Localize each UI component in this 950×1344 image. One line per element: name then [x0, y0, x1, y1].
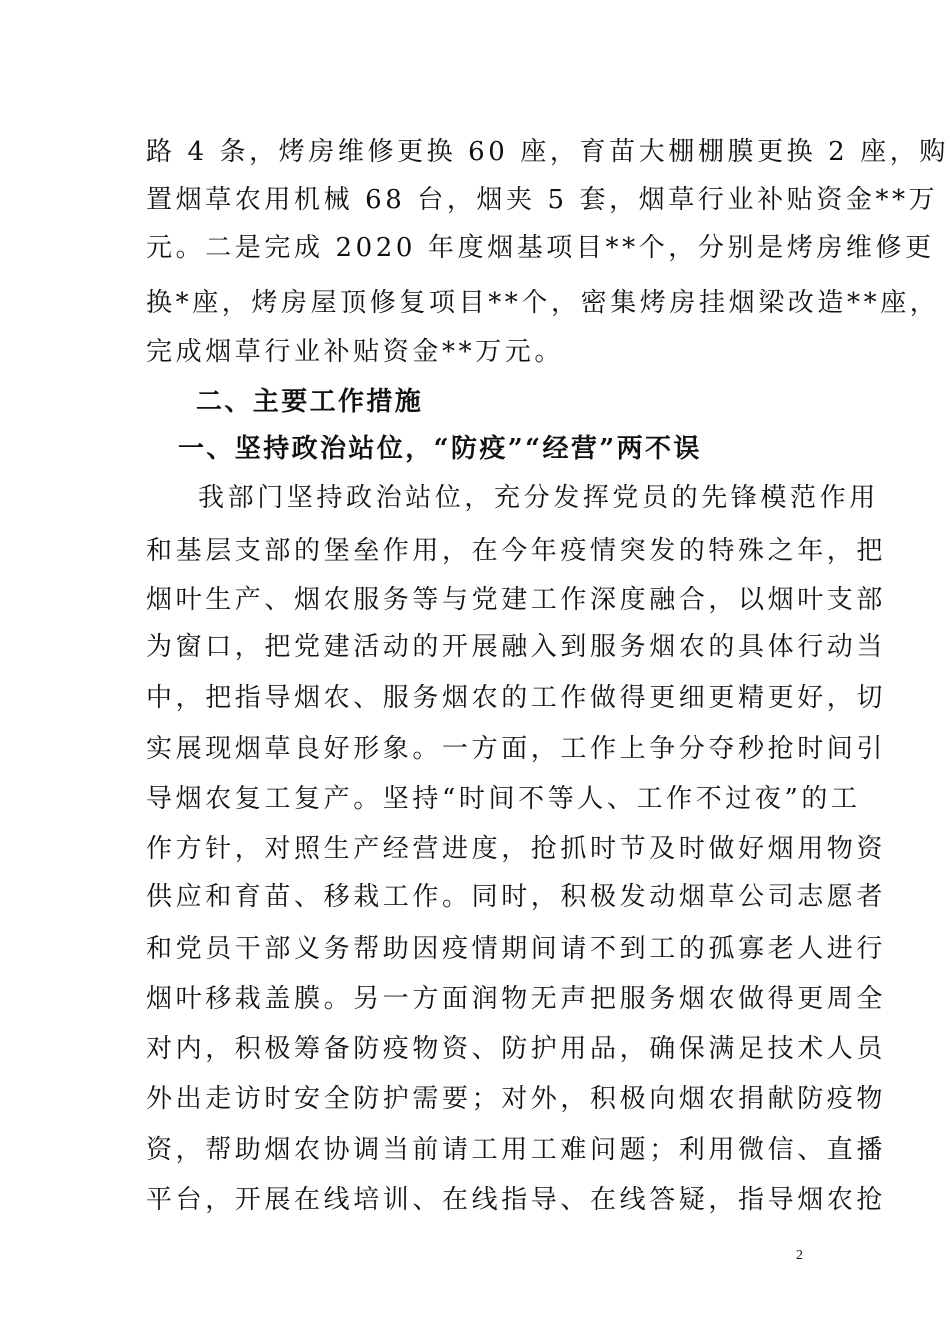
section-heading: 二、主要工作措施 — [196, 387, 424, 417]
body-line-12: 对内，积极筹备防疫物资、防护用品，确保满足技术人员 — [146, 1034, 887, 1064]
text-line-4: 换*座，烤房屋顶修复项目**个，密集烤房挂烟梁改造**座， — [146, 288, 940, 318]
body-line-13: 外出走访时安全防护需要；对外，积极向烟农捐献防疫物 — [146, 1084, 887, 1114]
body-line-8: 作方针，对照生产经营进度，抢抓时节及时做好烟用物资 — [146, 834, 887, 864]
subsection-heading: 一、坚持政治站位，“防疫”“经营”两不误 — [178, 434, 702, 464]
body-line-14: 资，帮助烟农协调当前请工用工难问题；利用微信、直播 — [146, 1135, 887, 1165]
body-line-10: 和党员干部义务帮助因疫情期间请不到工的孤寡老人进行 — [146, 934, 887, 964]
body-line-2: 和基层支部的堡垒作用，在今年疫情突发的特殊之年，把 — [146, 536, 887, 566]
text-line-2: 置烟草农用机械 68 台，烟夹 5 套，烟草行业补贴资金**万 — [146, 185, 939, 215]
page-number: 2 — [796, 1248, 803, 1263]
text-line-1: 路 4 条，烤房维修更换 60 座，育苗大棚棚膜更换 2 座，购 — [146, 137, 949, 167]
body-line-4: 为窗口，把党建活动的开展融入到服务烟农的具体行动当 — [146, 632, 887, 662]
text-line-3: 元。二是完成 2020 年度烟基项目**个，分别是烤房维修更 — [146, 233, 935, 263]
body-line-15: 平台，开展在线培训、在线指导、在线答疑，指导烟农抢 — [146, 1185, 887, 1215]
body-line-3: 烟叶生产、烟农服务等与党建工作深度融合，以烟叶支部 — [146, 585, 887, 615]
body-line-7: 导烟农复工复产。坚持“时间不等人、工作不过夜”的工 — [146, 784, 861, 814]
body-line-11: 烟叶移栽盖膜。另一方面润物无声把服务烟农做得更周全 — [146, 984, 887, 1014]
text-line-5: 完成烟草行业补贴资金**万元。 — [146, 337, 565, 367]
body-line-9: 供应和育苗、移栽工作。同时，积极发动烟草公司志愿者 — [146, 882, 887, 912]
body-line-6: 实展现烟草良好形象。一方面，工作上争分夺秒抢时间引 — [146, 734, 887, 764]
body-line-1: 我部门坚持政治站位，充分发挥党员的先锋模范作用 — [198, 483, 879, 513]
body-line-5: 中，把指导烟农、服务烟农的工作做得更细更精更好，切 — [146, 683, 887, 713]
